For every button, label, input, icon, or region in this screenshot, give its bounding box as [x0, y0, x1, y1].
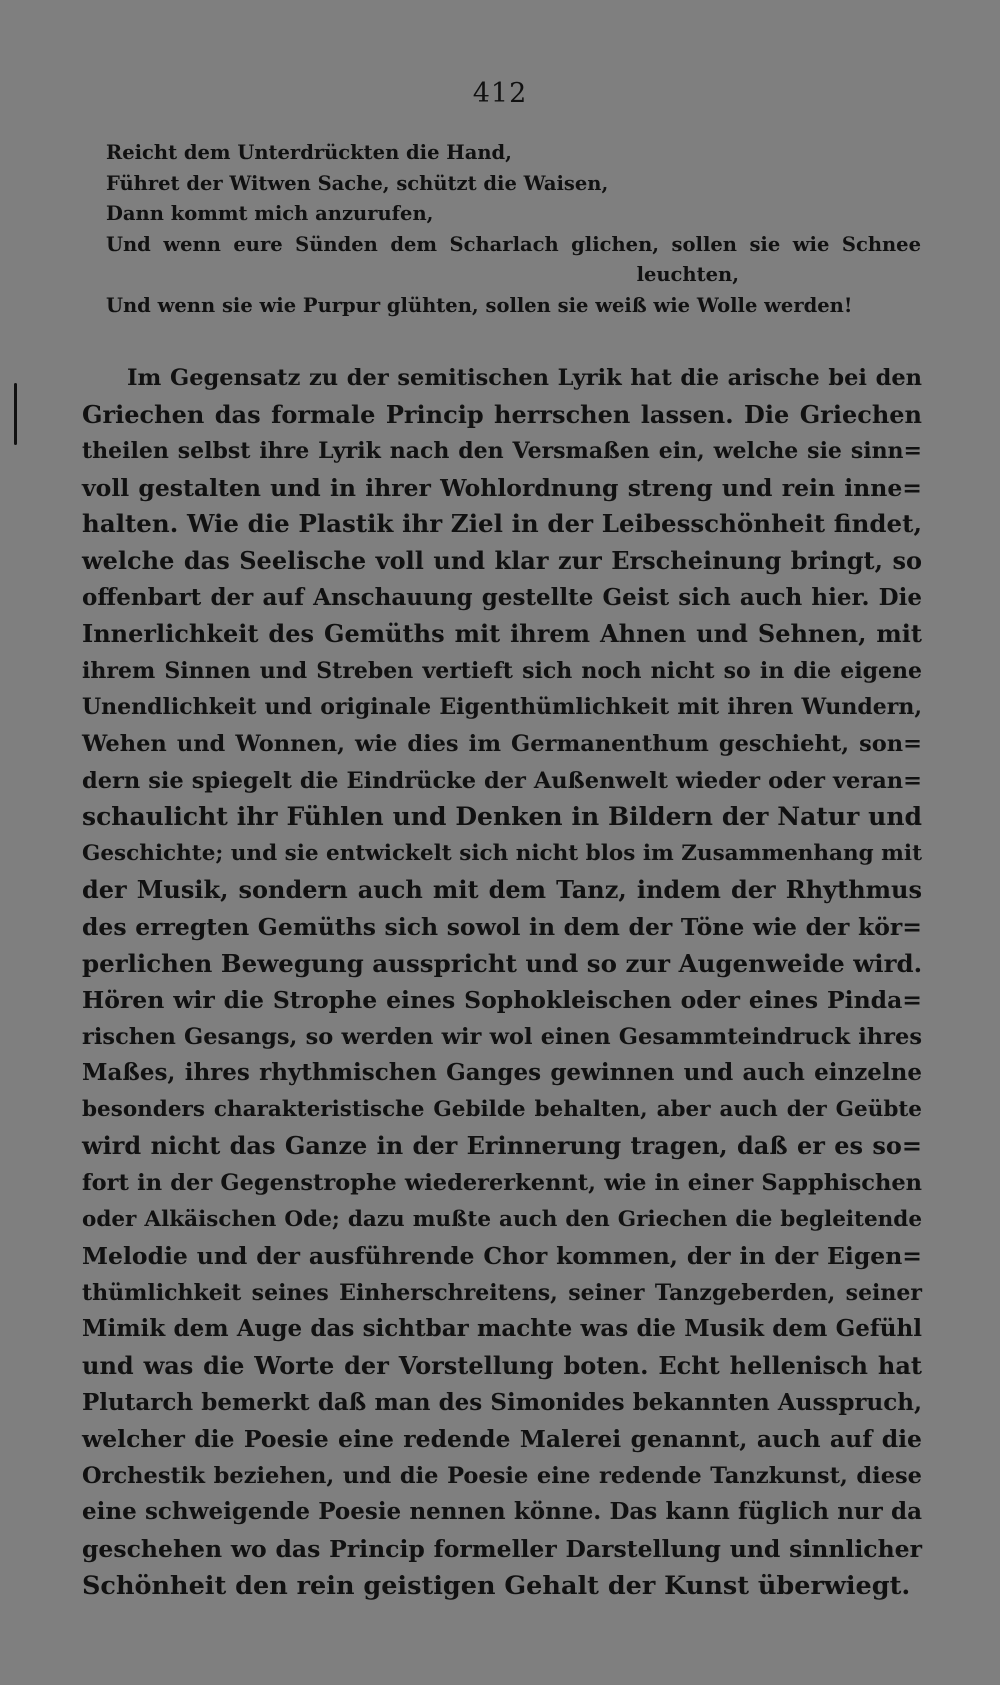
paragraph-line: Wehen und Wonnen, wie dies im Germanenthum geschieht, son=	[82, 730, 922, 757]
paragraph-line: Maßes, ihres rhythmischen Ganges gewinnen und auch einzelne	[82, 1059, 922, 1087]
paragraph-line: Unendlichkeit und originale Eigenthümlichkeit mit ihren Wundern,	[82, 694, 922, 721]
paragraph-line: halten. Wie die Plastik ihr Ziel in der Leibesschönheit findet,	[82, 509, 922, 539]
page-number: 412	[472, 78, 528, 109]
verse-line: leuchten,	[636, 263, 739, 286]
paragraph-line: fort in der Gegenstrophe wiedererkennt, wie in einer Sapphischen	[82, 1170, 922, 1197]
paragraph-line: ihrem Sinnen und Streben vertieft sich noch nicht so in die eigene	[82, 657, 922, 684]
paragraph-line: thümlichkeit seines Einherschreitens, seiner Tanzgeberden, seiner	[82, 1279, 922, 1306]
paragraph-line: dern sie spiegelt die Eindrücke der Außenwelt wieder oder veran=	[82, 767, 922, 794]
paragraph-line: welche das Seelische voll und klar zur Erscheinung bringt, so	[82, 545, 922, 575]
paragraph-line: welcher die Poesie eine redende Malerei genannt, auch auf die	[82, 1425, 922, 1454]
verse-quotation	[106, 138, 921, 321]
paragraph-line: Innerlichkeit des Gemüths mit ihrem Ahnen und Sehnen, mit	[82, 619, 922, 649]
paragraph-line: theilen selbst ihre Lyrik nach den Versmaßen ein, welche sie sinn=	[82, 438, 922, 465]
body-paragraph	[82, 360, 922, 1604]
paragraph-line: besonders charakteristische Gebilde behalten, aber auch der Geübte	[82, 1096, 922, 1122]
paragraph-line: Mimik dem Auge das sichtbar machte was die Musik dem Gefühl	[82, 1315, 922, 1343]
paragraph-line: offenbart der auf Anschauung gestellte Geist sich auch hier. Die	[82, 583, 922, 611]
paragraph-line: rischen Gesangs, so werden wir wol einen Gesammteindruck ihres	[82, 1023, 922, 1050]
paragraph-line: voll gestalten und in ihrer Wohlordnung streng und rein inne=	[82, 473, 922, 502]
verse-line: Reicht dem Unterdrückten die Hand,	[106, 141, 512, 164]
paragraph-line: der Musik, sondern auch mit dem Tanz, indem der Rhythmus	[82, 875, 922, 905]
paragraph-line: Hören wir die Strophe eines Sophokleischen oder eines Pinda=	[82, 986, 922, 1015]
paragraph-line: Griechen das formale Princip herrschen lassen. Die Griechen	[82, 399, 922, 429]
paragraph-line: Schönheit den rein geistigen Gehalt der Kunst überwiegt.	[82, 1570, 911, 1601]
paragraph-line: Im Gegensatz zu der semitischen Lyrik hat die arische bei den	[127, 365, 922, 391]
paragraph-line: Plutarch bemerkt daß man des Simonides bekannten Ausspruch,	[82, 1388, 922, 1416]
paragraph-line: schaulicht ihr Fühlen und Denken in Bildern der Natur und	[82, 802, 922, 832]
paragraph-line: des erregten Gemüths sich sowol in dem der Töne wie der kör=	[82, 912, 922, 941]
paragraph-line: Geschichte; und sie entwickelt sich nicht blos im Zusammenhang mit	[82, 840, 922, 866]
paragraph-line: Melodie und der ausführende Chor kommen, der in der Eigen=	[82, 1242, 922, 1271]
paragraph-line: und was die Worte der Vorstellung boten. Echt hellenisch hat	[82, 1351, 922, 1381]
verse-line: Und wenn eure Sünden dem Scharlach glichen, sollen sie wie Schnee	[106, 232, 921, 256]
paragraph-line: Orchestik beziehen, und die Poesie eine redende Tanzkunst, diese	[82, 1462, 922, 1489]
paragraph-line: wird nicht das Ganze in der Erinnerung tragen, daß er es so=	[82, 1131, 922, 1161]
margin-mark	[14, 383, 17, 445]
paragraph-line: perlichen Bewegung ausspricht und so zur Augenweide wird.	[82, 948, 923, 978]
paragraph-line: oder Alkäischen Ode; dazu mußte auch den Griechen die begleitende	[82, 1206, 922, 1232]
paragraph-line: geschehen wo das Princip formeller Darstellung und sinnlicher	[82, 1535, 922, 1563]
paragraph-line: eine schweigende Poesie nennen könne. Das kann füglich nur da	[82, 1498, 922, 1526]
verse-line: Führet der Witwen Sache, schützt die Waisen,	[106, 171, 609, 195]
verse-line: Und wenn sie wie Purpur glühten, sollen sie weiß wie Wolle werden!	[106, 293, 853, 317]
verse-line: Dann kommt mich anzurufen,	[106, 202, 434, 225]
